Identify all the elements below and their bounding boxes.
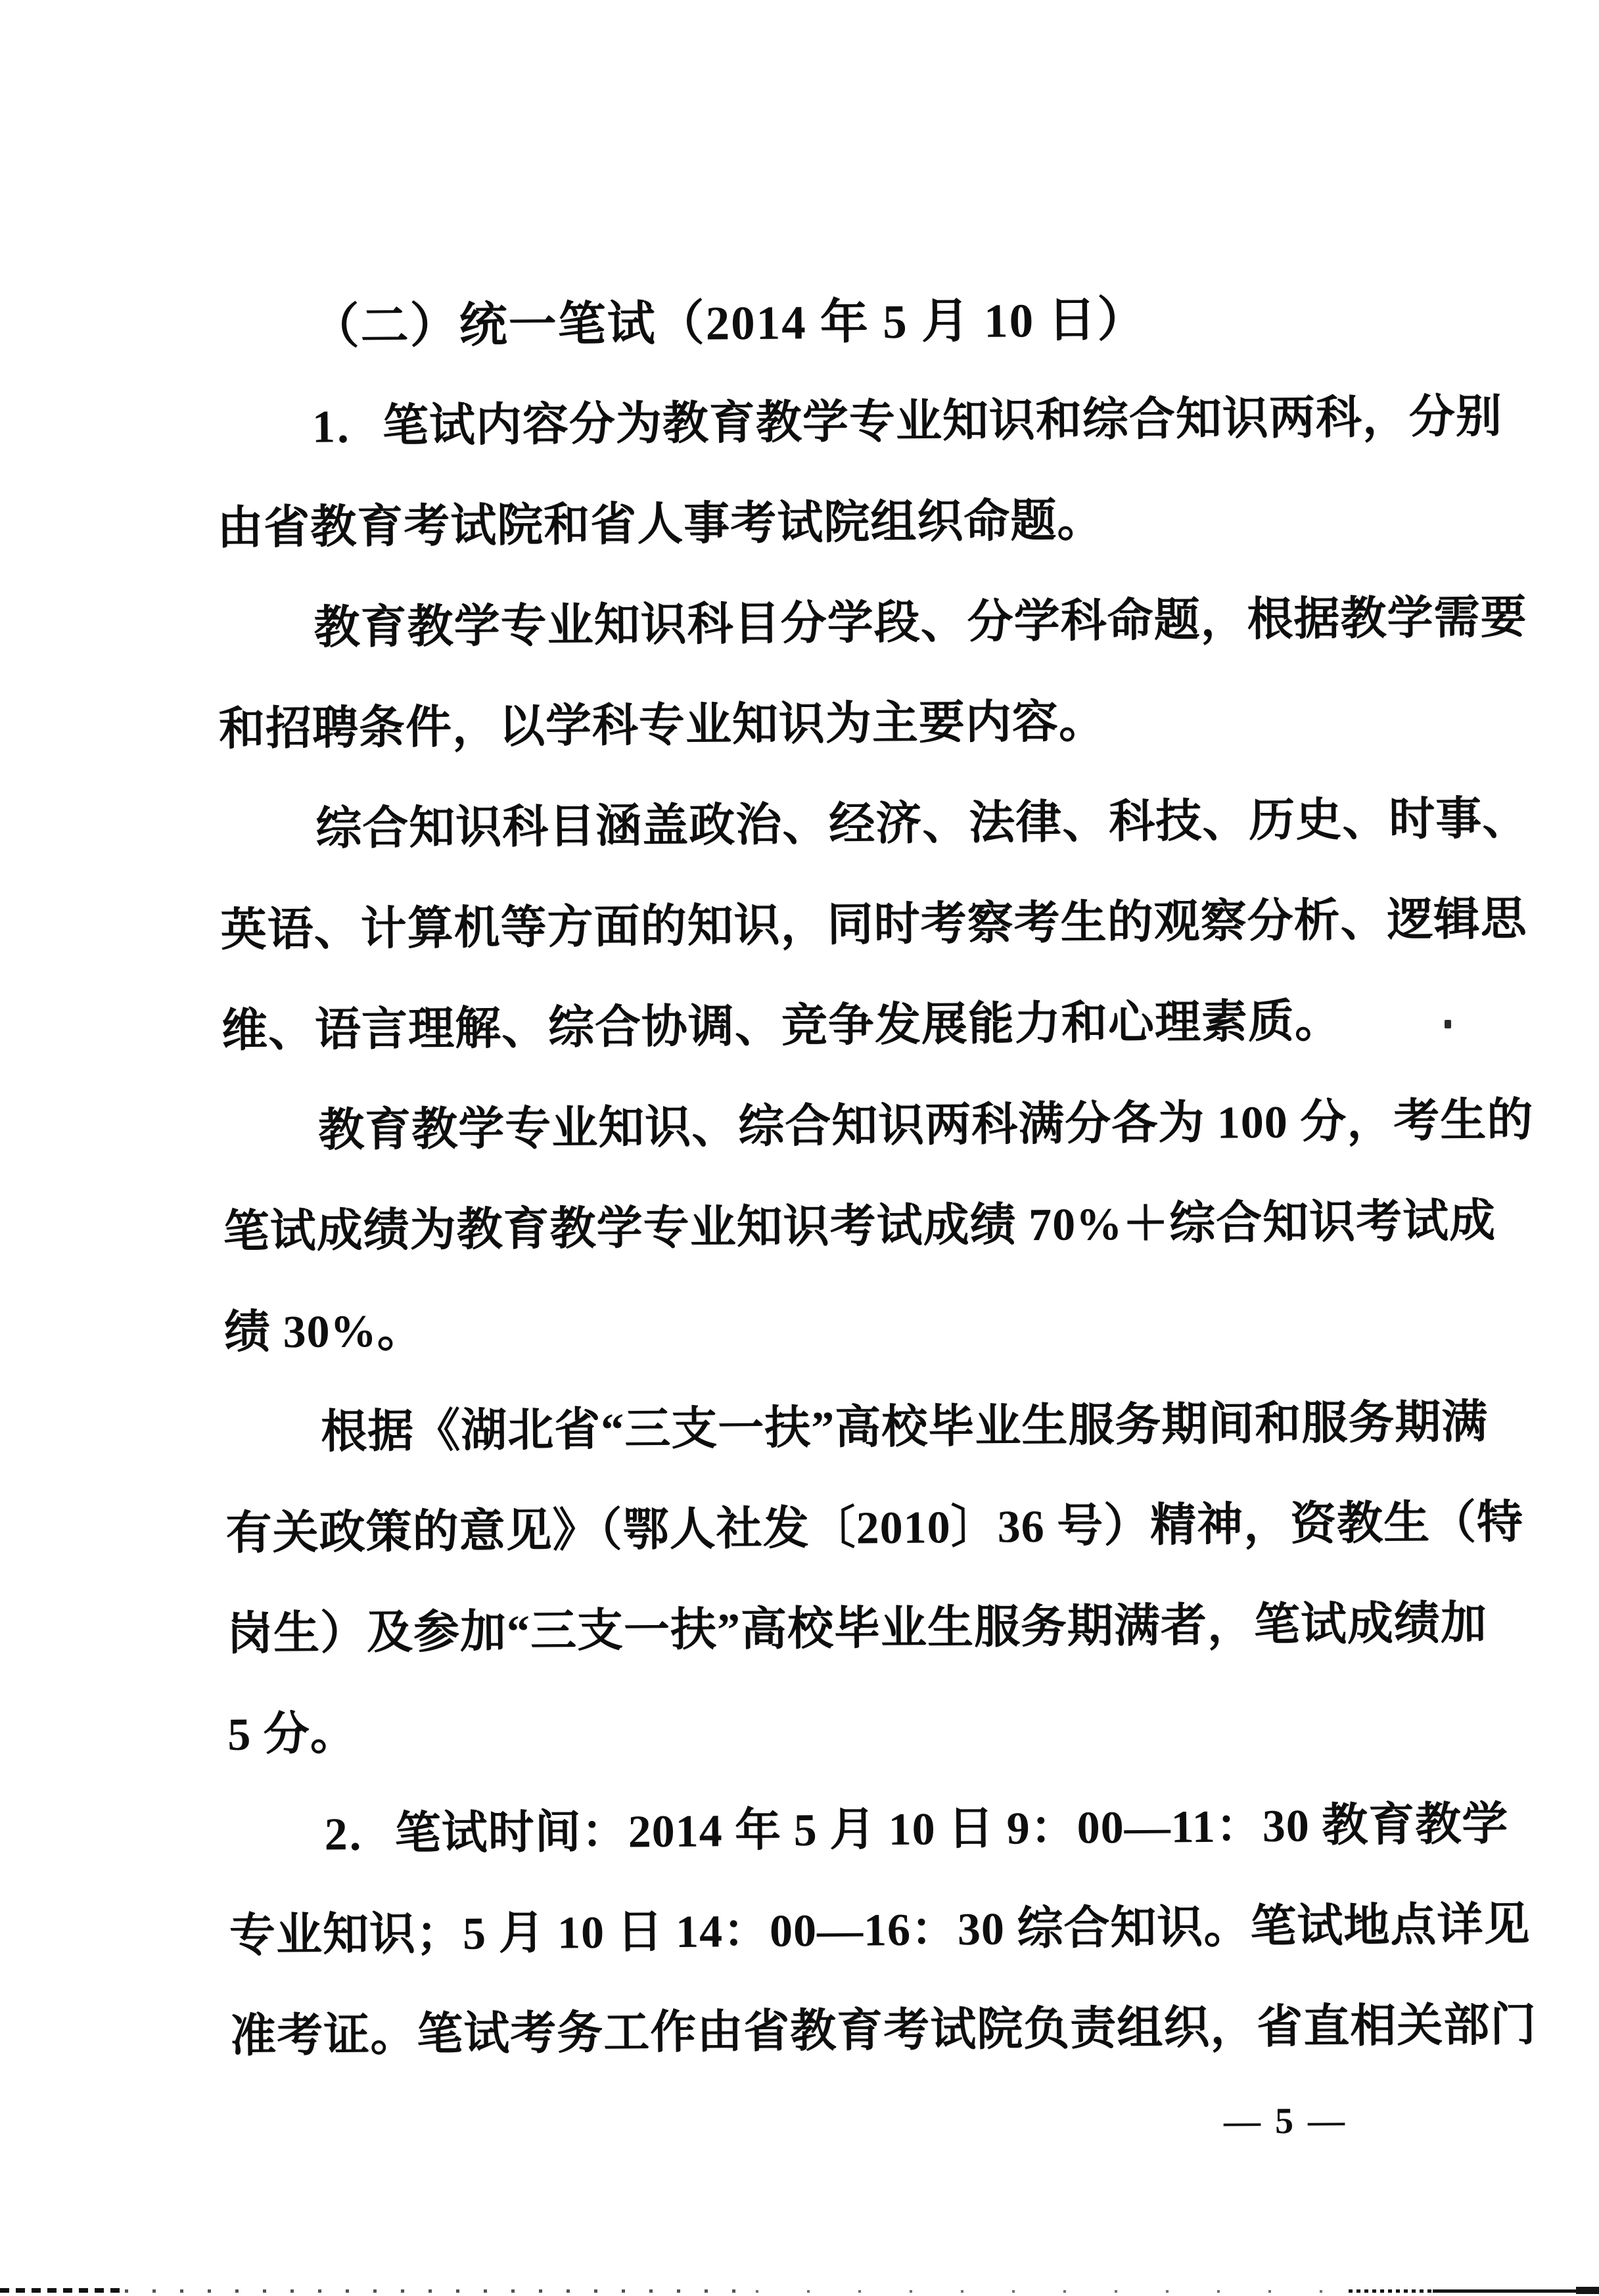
- scan-noise-bottom-left: [0, 2288, 125, 2293]
- doc-line: 有关政策的意见》（鄂人社发〔2010〕36 号）精神，资教生（特: [225, 1497, 1524, 1559]
- doc-line: 专业知识；5 月 10 日 14：00—16：30 综合知识。笔试地点详见: [229, 1899, 1531, 1962]
- doc-line: 5 分。: [227, 1709, 358, 1760]
- scan-speck: [1445, 1020, 1451, 1028]
- doc-line: 教育教学专业知识科目分学段、分学科命题，根据教学需要: [313, 592, 1527, 654]
- doc-line: 教育教学专业知识、综合知识两科满分各为 100 分，考生的: [318, 1095, 1534, 1157]
- document-body: [215, 267, 1537, 2087]
- doc-line: 由省教育考试院和省人事考试院组织命题。: [217, 495, 1104, 554]
- doc-line: 1．笔试内容分为教育教学专业知识和综合知识两科，分别: [312, 391, 1503, 453]
- doc-line: 英语、计算机等方面的知识，同时考察考生的观察分析、逻辑思: [220, 894, 1527, 956]
- doc-line: 准考证。笔试考务工作由省教育考试院负责组织，省直相关部门: [230, 2000, 1537, 2062]
- scan-noise-bottom-dots: [756, 2290, 1347, 2293]
- scan-noise-bottom-dotted-run: [1349, 2289, 1434, 2293]
- doc-line: 和招聘条件，以学科专业知识为主要内容。: [218, 697, 1106, 755]
- doc-line: 2．笔试时间：2014 年 5 月 10 日 9：00—11：30 教育教学: [324, 1799, 1509, 1860]
- scan-noise-bottom-dashes: [125, 2289, 756, 2293]
- doc-line: 笔试成绩为教育教学专业知识考试成绩 70%＋综合知识考试成: [223, 1196, 1496, 1258]
- section-heading: （二）统一笔试（2014 年 5 月 10 日）: [311, 292, 1147, 354]
- doc-line: 岗生）及参加“三支一扶”高校毕业生服务期满者，笔试成绩加: [226, 1598, 1488, 1660]
- scan-noise-bottom-line: [1433, 2289, 1581, 2293]
- doc-line: 根据《湖北省“三支一扶”高校毕业生服务期间和服务期满: [321, 1397, 1489, 1458]
- doc-line: 维、语言理解、综合协调、竞争发展能力和心理素质。: [221, 996, 1342, 1057]
- doc-line: 综合知识科目涵盖政治、经济、法律、科技、历史、时事、: [315, 793, 1529, 855]
- doc-line: 绩 30%。: [223, 1306, 424, 1358]
- scan-noise-bottom-corner: [1576, 2287, 1599, 2294]
- page-number: — 5 —: [1223, 2100, 1348, 2142]
